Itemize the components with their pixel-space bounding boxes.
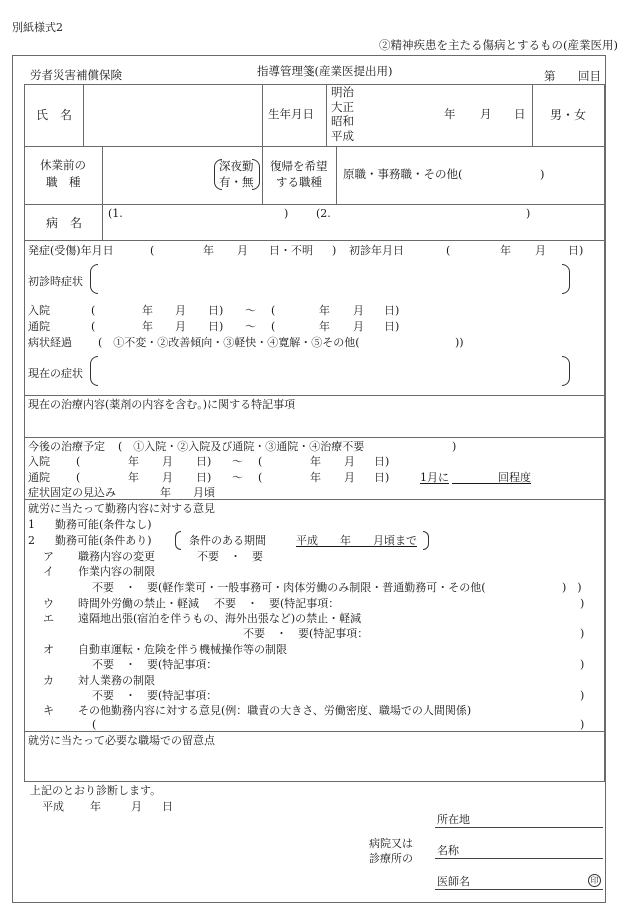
cell-divider xyxy=(532,84,533,146)
facility-name-label: 名称 xyxy=(437,844,459,857)
item-o-close: ) xyxy=(580,658,585,671)
paren-open: ( xyxy=(271,320,276,333)
bracket-left-icon xyxy=(90,264,98,294)
item-u-label: 時間外労働の禁止・軽減 xyxy=(78,597,199,610)
disease-1-open: (1. xyxy=(108,207,123,220)
doctor-name-label: 医師名 xyxy=(437,875,470,888)
item-ki-input[interactable] xyxy=(100,717,576,730)
prior-job-label-2: 職 種 xyxy=(46,175,81,189)
item-i-mark: イ xyxy=(43,565,54,578)
bracket-right-icon xyxy=(562,356,570,386)
first-symptoms-label: 初診時症状 xyxy=(28,275,83,288)
era-taisho[interactable]: 大正 xyxy=(331,99,354,114)
day-unit: 日) xyxy=(384,304,400,317)
item-ki-open: ( xyxy=(92,718,97,731)
current-symptoms-input[interactable] xyxy=(100,357,560,385)
month-unit: 月 xyxy=(344,455,355,468)
tilde: ～ xyxy=(245,304,256,317)
first-symptoms-input[interactable] xyxy=(100,265,560,293)
sex-choice[interactable]: 男・女 xyxy=(550,108,587,122)
progress-label: 病状経過 xyxy=(28,336,72,349)
day-unit: 日) xyxy=(374,455,390,468)
option-2-number: 2 xyxy=(28,534,35,547)
row-divider xyxy=(24,731,605,732)
onset-month-unit: 月 xyxy=(237,244,248,257)
doctor-name-input[interactable] xyxy=(435,889,603,890)
era-meiji[interactable]: 明治 xyxy=(331,85,354,99)
day-unit: 日) xyxy=(384,320,400,333)
year-unit: 年 xyxy=(142,304,153,317)
item-ka-label: 対人業務の制限 xyxy=(78,674,155,687)
form-subtitle: ②精神疾患を主たる傷病とするもの(産業医用) xyxy=(379,38,618,52)
paren-open: ( xyxy=(76,471,81,484)
day-unit: 日) xyxy=(196,471,212,484)
row-divider xyxy=(24,395,605,396)
tilde: ～ xyxy=(245,320,256,333)
name-label: 氏 名 xyxy=(36,108,73,122)
frequency-suffix: 回程度 xyxy=(498,471,531,484)
item-e-label: 遠隔地出張(宿泊を伴うもの、海外出張など)の禁止・軽減 xyxy=(78,612,362,625)
month-unit: 月 xyxy=(175,304,186,317)
fv-year-unit: 年 xyxy=(500,244,511,257)
month-unit: 月 xyxy=(353,320,364,333)
onset-year-unit: 年 xyxy=(203,244,214,257)
address-input[interactable] xyxy=(435,827,603,828)
option-1-no-conditions[interactable]: 勤務可能(条件なし) xyxy=(55,518,152,531)
year-unit: 年 xyxy=(310,455,321,468)
row-divider xyxy=(24,204,605,205)
birth-year-unit: 年 xyxy=(444,107,456,121)
paren-open: ( xyxy=(258,455,263,468)
treatment-notes-label: 現在の治療内容(薬剤の内容を含む。)に関する特記事項 xyxy=(28,398,296,411)
cell-divider xyxy=(326,84,327,146)
cell-divider xyxy=(262,146,263,204)
bracket-right-icon xyxy=(423,531,429,550)
disease-2-input[interactable] xyxy=(334,206,524,220)
item-ki-mark: キ xyxy=(43,704,54,717)
paren-open: ( xyxy=(271,304,276,317)
paren-open: ( xyxy=(150,244,155,257)
item-o-label: 自動車運転・危険を伴う機械操作等の制限 xyxy=(78,643,287,656)
first-visit-label: 初診年月日 xyxy=(349,244,404,257)
year-unit: 年 xyxy=(142,320,153,333)
year-unit: 年 xyxy=(128,471,139,484)
paren-open: ( xyxy=(76,455,81,468)
cell-divider xyxy=(336,146,337,204)
disease-1-close: ) xyxy=(284,207,289,220)
condition-period-label: 条件のある期間 xyxy=(189,534,266,547)
name-input[interactable] xyxy=(86,88,259,143)
table-top-border xyxy=(24,84,605,85)
work-opinion-title: 就労に当たって勤務内容に対する意見 xyxy=(28,502,215,515)
date-year-unit: 年 xyxy=(90,800,101,813)
birthdate-label: 生年月日 xyxy=(268,107,314,121)
date-month-unit: 月 xyxy=(131,800,142,813)
table-bottom-border xyxy=(24,781,605,782)
item-o-choice[interactable]: 不要 ・ 要(特記事項： xyxy=(92,658,218,671)
table-left-border xyxy=(24,84,25,782)
item-u-mark: ウ xyxy=(43,597,54,610)
desired-job-options[interactable]: 原職・事務職・その他( xyxy=(343,167,463,181)
prior-job-input[interactable] xyxy=(106,150,216,200)
onset-day-unknown[interactable]: 日・不明 xyxy=(269,244,313,257)
future-plan-close: ) xyxy=(452,440,457,453)
item-u-choice[interactable]: 不要 ・ 要(特記事項： xyxy=(214,597,340,610)
item-i-label: 作業内容の制限 xyxy=(78,565,155,578)
disease-2-close: ) xyxy=(526,207,531,220)
disease-2-open: (2. xyxy=(316,207,331,220)
cell-divider xyxy=(262,84,263,146)
form-number: 別紙様式2 xyxy=(12,21,63,34)
disease-1-input[interactable] xyxy=(126,206,282,220)
bracket-left-icon xyxy=(90,356,98,386)
address-label: 所在地 xyxy=(437,813,470,826)
month-unit: 月 xyxy=(344,471,355,484)
row-label: 入院 xyxy=(28,304,50,317)
paren-close: ) xyxy=(332,244,337,257)
item-e-choice[interactable]: 不要 ・ 要(特記事項： xyxy=(243,627,369,640)
row-divider xyxy=(24,240,605,241)
prior-job-label-1: 休業前の xyxy=(40,158,86,172)
fv-day-unit: 日) xyxy=(568,244,584,257)
item-a-choice[interactable]: 不要 ・ 要 xyxy=(197,550,263,563)
day-unit: 日) xyxy=(374,471,390,484)
workplace-notes-input[interactable] xyxy=(28,750,598,778)
treatment-notes-input[interactable] xyxy=(28,413,598,435)
date-day-unit: 日 xyxy=(162,800,173,813)
item-u-close: ) xyxy=(580,597,585,610)
option-1-number: 1 xyxy=(28,518,35,531)
option-2-with-conditions[interactable]: 勤務可能(条件あり) xyxy=(55,534,152,547)
item-e-close: ) xyxy=(580,627,585,640)
facility-label-1: 病院又は xyxy=(369,837,413,850)
item-ka-close: ) xyxy=(580,689,585,702)
future-plan-options[interactable]: ( ①入院・②入院及び通院・③通院・④治療不要 xyxy=(118,440,365,453)
count-prefix: 第 xyxy=(544,69,556,83)
item-i-close: ) ) xyxy=(562,581,582,594)
fixation-label: 症状固定の見込み xyxy=(28,486,116,499)
row-divider xyxy=(24,146,605,147)
bracket-right-icon xyxy=(562,264,570,294)
birth-month-unit: 月 xyxy=(480,107,492,121)
day-unit: 日) xyxy=(208,320,224,333)
era-heisei[interactable]: 平成 xyxy=(331,128,354,143)
item-ka-mark: カ xyxy=(43,674,54,687)
fixation-month-unit: 月頃 xyxy=(193,486,215,499)
month-unit: 月 xyxy=(175,320,186,333)
year-unit: 年 xyxy=(128,455,139,468)
paren-open: ( xyxy=(91,320,96,333)
table-right-border xyxy=(604,84,605,782)
desired-job-label-2: する職種 xyxy=(276,175,322,189)
cell-divider xyxy=(102,146,103,240)
desired-job-label-1: 復帰を希望 xyxy=(270,159,328,173)
item-a-label: 職務内容の変更 xyxy=(78,550,155,563)
item-e-mark: エ xyxy=(43,612,54,625)
insurance-label: 労者災害補償保険 xyxy=(30,68,122,82)
row-label: 入院 xyxy=(28,455,50,468)
count-suffix: 回目 xyxy=(578,69,601,83)
item-ka-choice[interactable]: 不要 ・ 要(特記事項： xyxy=(92,689,218,702)
row-divider xyxy=(24,499,605,500)
desired-job-close: ) xyxy=(540,167,545,181)
diagnosis-statement: 上記のとおり診断します。 xyxy=(30,784,162,797)
tilde: ～ xyxy=(232,471,243,484)
workplace-notes-label: 就労に当たって必要な職場での留意点 xyxy=(28,734,215,747)
cell-divider xyxy=(83,84,84,146)
date-era: 平成 xyxy=(42,800,64,813)
form-title: 指導管理箋(産業医提出用) xyxy=(257,64,393,78)
item-a-mark: ア xyxy=(43,550,54,563)
progress-options[interactable]: ( ①不変・②改善傾向・③軽快・④寛解・⑤その他( xyxy=(98,336,360,349)
era-showa[interactable]: 昭和 xyxy=(331,114,354,128)
paren-open: ( xyxy=(91,304,96,317)
day-unit: 日) xyxy=(208,304,224,317)
frequency-input[interactable] xyxy=(452,472,498,484)
frequency-prefix: 1月に xyxy=(420,471,449,484)
tilde: ～ xyxy=(232,455,243,468)
progress-close: )) xyxy=(455,336,464,349)
night-shift-label: 深夜勤 xyxy=(219,159,254,173)
year-unit: 年 xyxy=(319,320,330,333)
item-ki-close: ) xyxy=(580,718,585,731)
facility-label-2: 診療所の xyxy=(369,852,413,865)
row-label: 通院 xyxy=(28,320,50,333)
row-divider xyxy=(24,437,605,438)
year-unit: 年 xyxy=(310,471,321,484)
month-unit: 月 xyxy=(162,455,173,468)
facility-name-input[interactable] xyxy=(435,858,603,859)
item-ki-label: その他勤務内容に対する意見(例：職責の大きさ、労働密度、職場での人間関係) xyxy=(78,704,472,717)
item-i-choice[interactable]: 不要 ・ 要(軽作業可・一般事務可・肉体労働のみ制限・普通勤務可・その他( xyxy=(92,581,486,594)
disease-label: 病 名 xyxy=(46,216,83,230)
year-unit: 年 xyxy=(319,304,330,317)
month-unit: 月 xyxy=(162,471,173,484)
day-unit: 日) xyxy=(196,455,212,468)
paren-open: ( xyxy=(258,471,263,484)
fixation-year-unit: 年 xyxy=(160,486,171,499)
night-shift-choice[interactable]: 有・無 xyxy=(219,175,254,189)
month-unit: 月 xyxy=(353,304,364,317)
current-symptoms-label: 現在の症状 xyxy=(28,367,83,380)
fv-month-unit: 月 xyxy=(535,244,546,257)
row-label: 通院 xyxy=(28,471,50,484)
era-options[interactable] xyxy=(331,87,354,142)
item-o-mark: オ xyxy=(43,643,54,656)
onset-label: 発症(受傷)年月日 xyxy=(28,244,114,257)
future-plan-label: 今後の治療予定 xyxy=(28,440,105,453)
bracket-left-icon xyxy=(175,531,181,550)
paren-open: ( xyxy=(446,244,451,257)
birth-day-unit: 日 xyxy=(514,107,526,121)
seal-icon: 印 xyxy=(588,874,601,887)
condition-period-value[interactable]: 平成 年 月頃まで xyxy=(296,534,417,547)
